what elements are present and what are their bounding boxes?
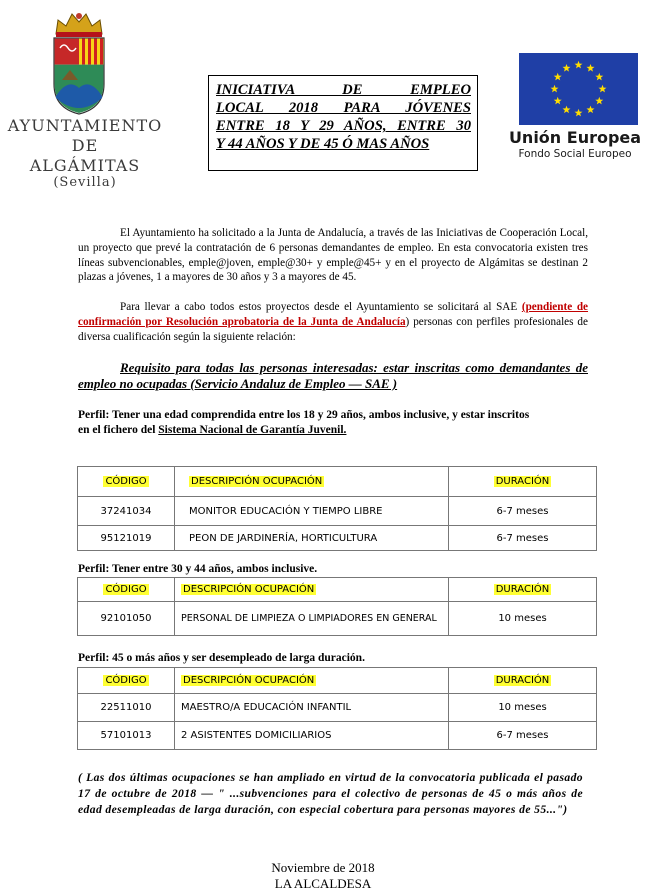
document-date: Noviembre de 2018 [271, 860, 375, 875]
sae-paragraph-text-b: ) personas con perfiles profesionales de diversa cualificación según la siguiente relación: [78, 315, 588, 343]
table-row [78, 694, 597, 722]
table-header-row [78, 668, 597, 694]
row-duration: 10 meses [449, 602, 597, 636]
eu-fund-name: Fondo Social Europeo [518, 148, 632, 160]
profile-1-text: Perfil: Tener una edad comprendida entre los 18 y 29 años, ambos inclusive, y estar inscritos en el fichero del [78, 409, 530, 436]
ayuntamiento-province: (Sevilla) [53, 175, 117, 190]
header-description: DESCRIPCIÓN OCUPACIÓN [183, 675, 315, 686]
header-duration: DURACIÓN [495, 584, 550, 595]
signer-title: LA ALCALDESA [274, 876, 372, 891]
row-code: 22511010 [78, 694, 175, 722]
row-description: PERSONAL DE LIMPIEZA O LIMPIADORES EN GENERAL [175, 602, 449, 636]
profile-2: Perfil: Tener entre 30 y 44 años, ambos inclusive. [78, 563, 318, 575]
ayuntamiento-line-3: ALGÁMITAS [29, 156, 141, 175]
table-45-plus [77, 667, 597, 750]
title-line-3: ENTRE 18 Y 29 AÑOS, ENTRE 30 [216, 118, 471, 134]
row-code: 95121019 [78, 526, 175, 551]
row-duration: 6-7 meses [449, 526, 597, 551]
title-line-4: Y 44 AÑOS Y DE 45 Ó MAS AÑOS [216, 136, 430, 152]
table-header-row [78, 467, 597, 497]
pending-confirmation-note: (pendiente de confirmación por Resolución aprobatoria de la Junta de Andalucía [78, 301, 589, 328]
header-duration: DURACIÓN [495, 675, 550, 686]
eu-flag-logo [519, 53, 638, 125]
table-row [78, 722, 597, 750]
sae-paragraph [78, 300, 588, 344]
sae-paragraph-text-a: Para llevar a cabo todos estos proyectos desde el Ayuntamiento se solicitará al SAE [120, 301, 522, 313]
table-header-row [78, 578, 597, 602]
row-description: PEON DE JARDINERÍA, HORTICULTURA [175, 526, 449, 551]
row-duration: 6-7 meses [449, 497, 597, 526]
row-duration: 6-7 meses [449, 722, 597, 750]
row-code: 57101013 [78, 722, 175, 750]
table-row [78, 497, 597, 526]
title-box [208, 75, 478, 171]
table-30-44 [77, 577, 597, 636]
town-crest-logo [48, 8, 110, 116]
footnote: ( Las dos últimas ocupaciones se han ampliado en virtud de la convocatoria publicada el pasado 17 de octubre de 2018 — " ...subvenciones para el colectivo de personas de 45 o más años de edad desempleadas de larga duración, con especial cobertura para personas mayores de 55...") [78, 771, 583, 816]
row-code: 92101050 [78, 602, 175, 636]
ayuntamiento-line-2: DE [71, 136, 99, 155]
row-description: 2 ASISTENTES DOMICILIARIOS [175, 722, 449, 750]
header-description: DESCRIPCIÓN OCUPACIÓN [183, 584, 315, 595]
header-description: DESCRIPCIÓN OCUPACIÓN [191, 476, 323, 487]
requirement-heading: Requisito para todas las personas interesadas: estar inscritas como demandantes de empleo no ocupadas (Servicio Andaluz de Empleo — SAE ) [78, 360, 588, 391]
row-code: 37241034 [78, 497, 175, 526]
header-code: CÓDIGO [105, 675, 147, 686]
profile-1 [78, 408, 538, 437]
header-code: CÓDIGO [105, 476, 147, 487]
table-row [78, 526, 597, 551]
profile-3: Perfil: 45 o más años y ser desempleado de larga duración. [78, 652, 365, 664]
header-duration: DURACIÓN [495, 476, 550, 487]
row-description: MONITOR EDUCACIÓN Y TIEMPO LIBRE [175, 497, 449, 526]
eu-name: Unión Europea [508, 128, 642, 147]
table-youth [77, 466, 597, 551]
header-code: CÓDIGO [105, 584, 147, 595]
profile-1-system: Sistema Nacional de Garantía Juvenil. [158, 423, 347, 436]
ayuntamiento-line-1: AYUNTAMIENTO [7, 116, 163, 135]
row-duration: 10 meses [449, 694, 597, 722]
title-line-1: INICIATIVA DE EMPLEO [216, 82, 471, 98]
intro-paragraph: El Ayuntamiento ha solicitado a la Junta de Andalucía, a través de las Iniciativas de Cooperación Local, un proyecto que prevé la contratación de 6 personas demandantes de empleo. En esta convocatoria existen tres líneas subvencionables, emple@joven, emple@30+ y emple@45+ y en el proyecto de Algámitas se destinan 2 plazas a jóvenes, 1 a mayores de 30 años y 3 a mayores de 45. [78, 227, 588, 284]
row-description: MAESTRO/A EDUCACIÓN INFANTIL [175, 694, 449, 722]
table-row [78, 602, 597, 636]
title-line-2: LOCAL 2018 PARA JÓVENES [216, 100, 471, 116]
